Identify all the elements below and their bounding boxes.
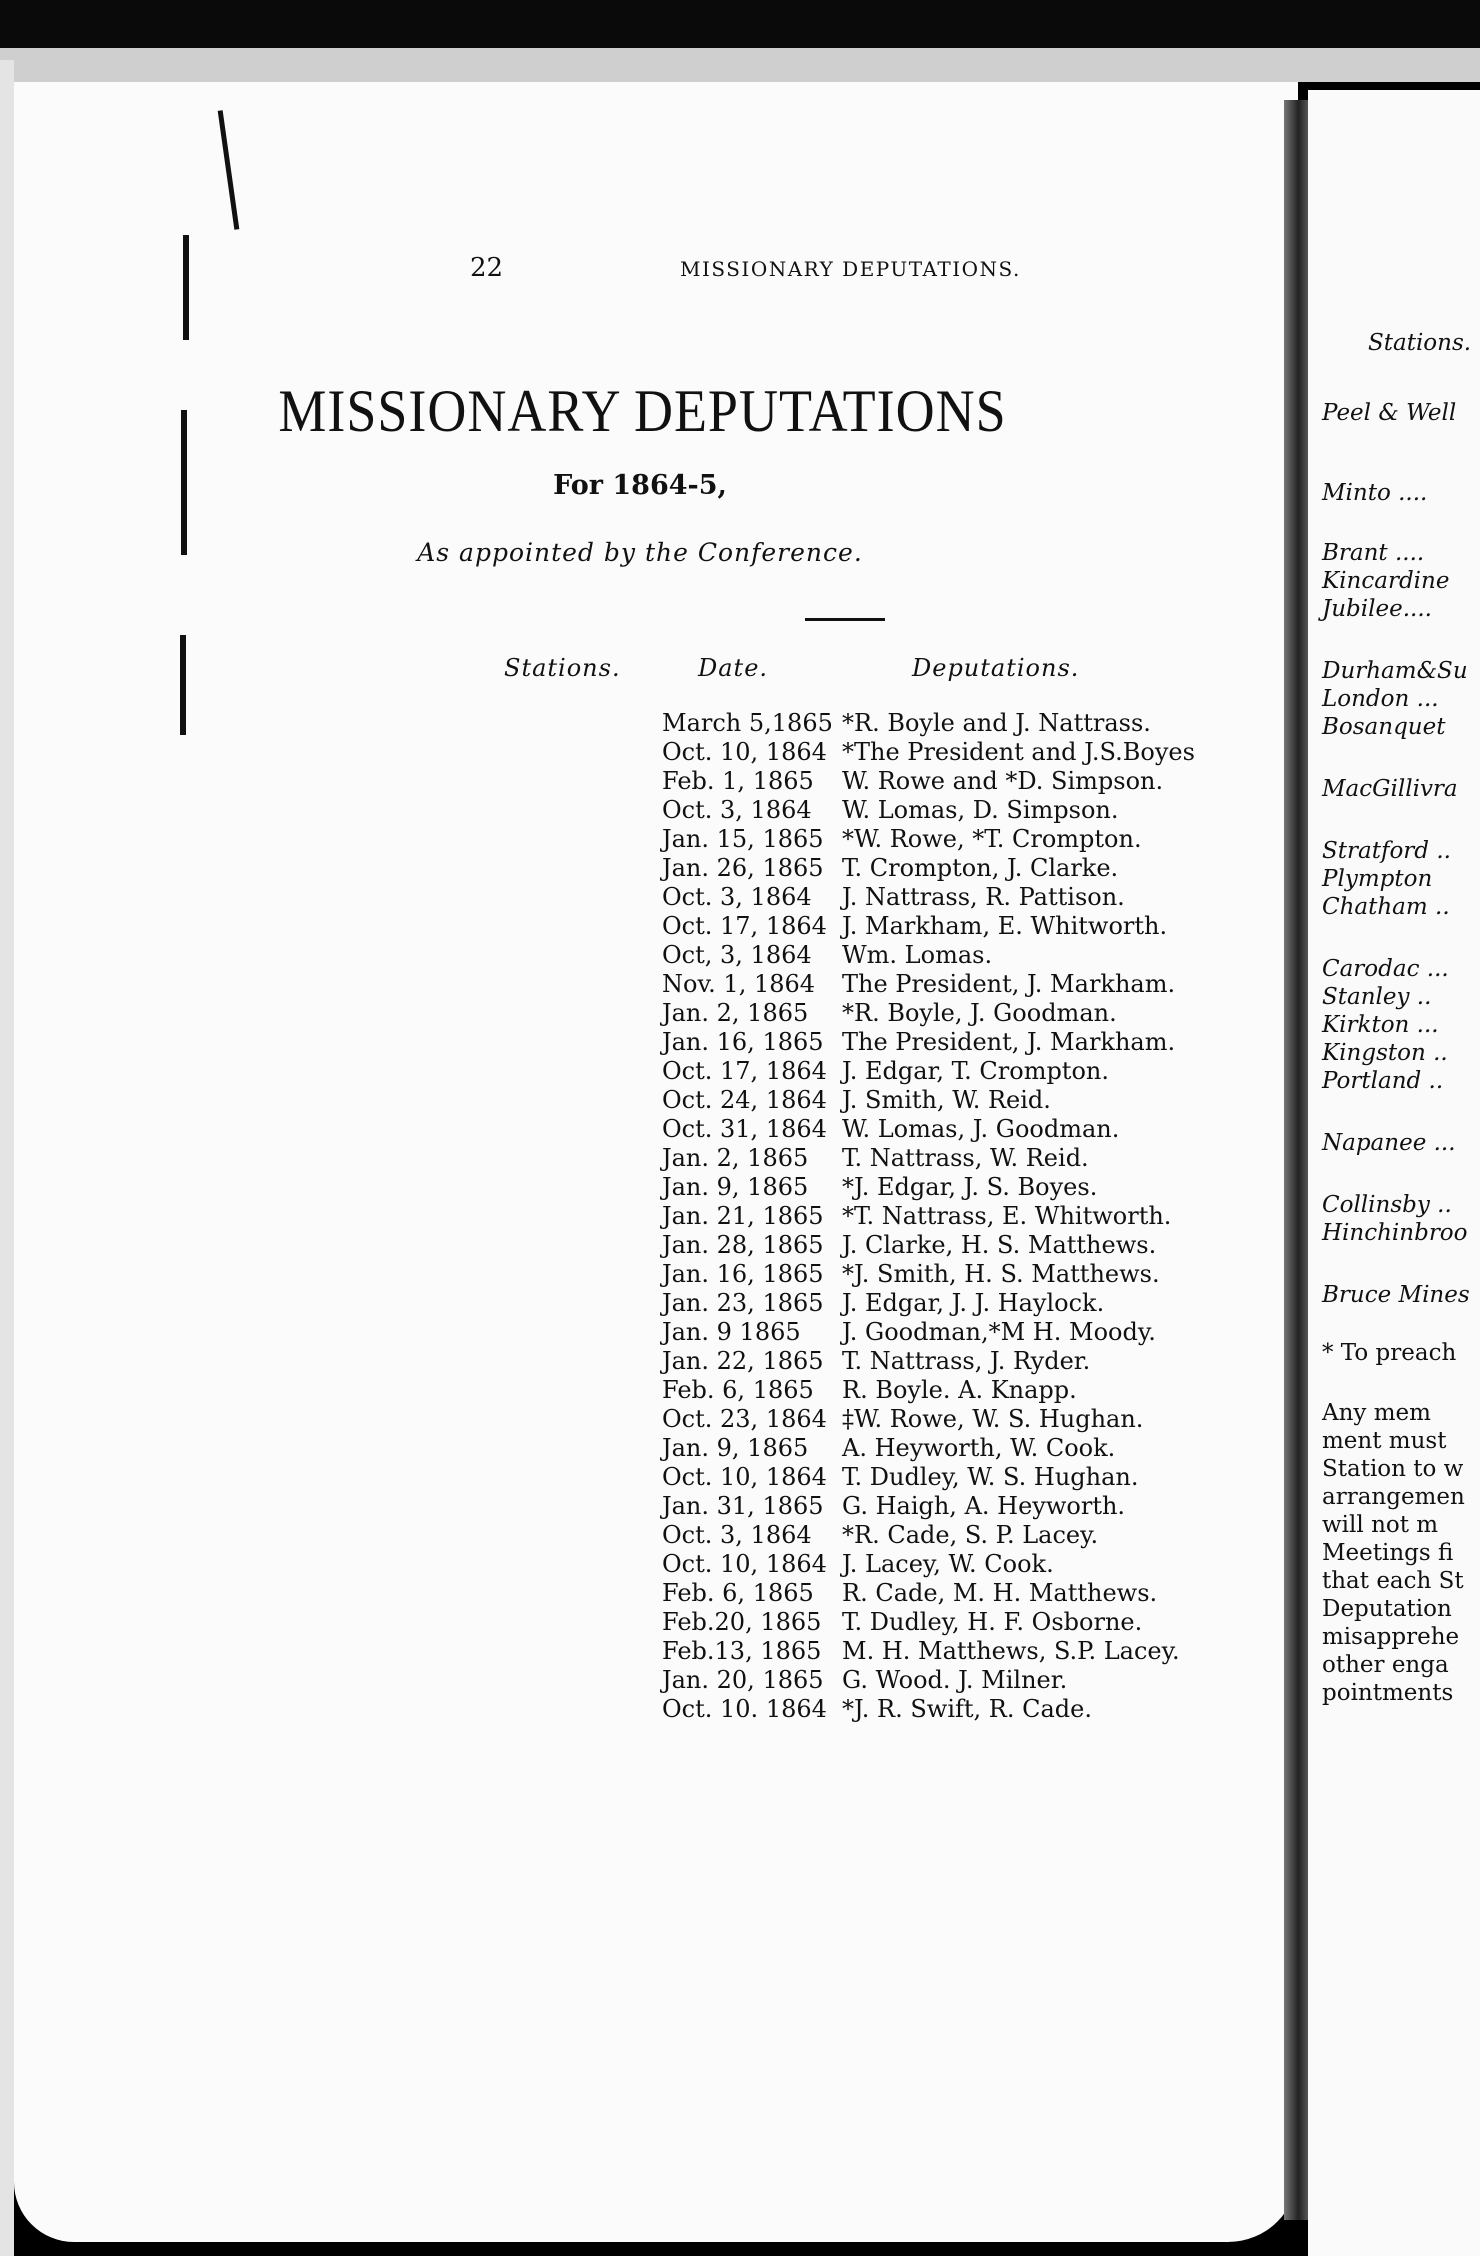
date-cell: Feb. 6, 1865 [662, 1579, 814, 1607]
right-station-name: MacGillivra [1322, 776, 1458, 802]
right-station-name: Carodac ... [1322, 956, 1449, 982]
table-row [462, 1318, 1262, 1347]
right-station-name: Plympton [1322, 866, 1433, 892]
date-cell: Nov. 1, 1864 [662, 970, 816, 998]
right-paragraph-line: Meetings fi [1322, 1540, 1454, 1566]
date-cell: Jan. 2, 1865 [662, 1144, 809, 1172]
table-row [462, 1289, 1262, 1318]
date-cell: Jan. 16, 1865 [662, 1028, 824, 1056]
date-cell: Feb.20, 1865 [662, 1608, 822, 1636]
page-title: MISSIONARY DEPUTATIONS [278, 377, 1007, 445]
date-cell: Oct. 3, 1864 [662, 796, 812, 824]
deputations-cell: *R. Boyle, J. Goodman. [842, 999, 1117, 1027]
deputations-cell: T. Dudley, H. F. Osborne. [842, 1608, 1143, 1636]
right-station-name: London ... [1322, 686, 1439, 712]
table-row [462, 912, 1262, 941]
deputations-cell: J. Clarke, H. S. Matthews. [842, 1231, 1157, 1259]
deputations-cell: The President, J. Markham. [842, 1028, 1176, 1056]
table-row [462, 999, 1262, 1028]
right-station-name: Kirkton ... [1322, 1012, 1439, 1038]
binding-mark [180, 635, 186, 735]
table-row [462, 941, 1262, 970]
subheading: As appointed by the Conference. [417, 538, 863, 567]
table-row [462, 767, 1262, 796]
deputations-cell: T. Crompton, J. Clarke. [842, 854, 1119, 882]
binding-mark [183, 235, 189, 340]
date-cell: Jan. 9, 1865 [662, 1434, 809, 1462]
deputations-cell: *R. Boyle and J. Nattrass. [842, 709, 1151, 737]
deputations-cell: W. Lomas, D. Simpson. [842, 796, 1119, 824]
right-station-name: Kingston .. [1322, 1040, 1448, 1066]
right-page-heading: Stations. [1368, 330, 1472, 356]
deputations-cell: *J. R. Swift, R. Cade. [842, 1695, 1092, 1723]
date-cell: Oct. 24, 1864 [662, 1086, 827, 1114]
table-row [462, 1260, 1262, 1289]
right-paragraph-line: pointments [1322, 1680, 1454, 1706]
deputations-cell: A. Heyworth, W. Cook. [842, 1434, 1116, 1462]
deputations-cell: ‡W. Rowe, W. S. Hughan. [842, 1405, 1144, 1433]
right-station-name: Durham&Su [1322, 658, 1468, 684]
date-cell: Oct. 17, 1864 [662, 912, 827, 940]
date-cell: Oct. 10, 1864 [662, 1463, 827, 1491]
right-station-name: Hinchinbroo [1322, 1220, 1468, 1246]
deputations-cell: W. Rowe and *D. Simpson. [842, 767, 1164, 795]
deputations-cell: *T. Nattrass, E. Whitworth. [842, 1202, 1172, 1230]
right-station-name: Stanley .. [1322, 984, 1432, 1010]
date-cell: Oct. 17, 1864 [662, 1057, 827, 1085]
date-cell: Jan. 9, 1865 [662, 1173, 809, 1201]
date-cell: Jan. 9 1865 [662, 1318, 801, 1346]
deputations-cell: T. Nattrass, J. Ryder. [842, 1347, 1091, 1375]
date-cell: Oct. 3, 1864 [662, 883, 812, 911]
date-cell: Jan. 16, 1865 [662, 1260, 824, 1288]
table-row [462, 1115, 1262, 1144]
right-footnote: * To preach [1322, 1340, 1457, 1366]
right-station-name: Bruce Mines [1322, 1282, 1470, 1308]
table-row [462, 1144, 1262, 1173]
table-row [462, 709, 1262, 738]
right-station-name: Napanee ... [1322, 1130, 1456, 1156]
table-row [462, 1463, 1262, 1492]
column-header-stations: Stations. [504, 654, 621, 682]
table-row [462, 1608, 1262, 1637]
date-cell: Jan. 22, 1865 [662, 1347, 824, 1375]
right-paragraph-line: Station to w [1322, 1456, 1464, 1482]
date-cell: Oct. 10. 1864 [662, 1695, 827, 1723]
table-row [462, 738, 1262, 767]
table-row [462, 1376, 1262, 1405]
right-paragraph-line: Deputation [1322, 1596, 1452, 1622]
deputations-cell: T. Dudley, W. S. Hughan. [842, 1463, 1139, 1491]
table-row [462, 1550, 1262, 1579]
right-station-name: Kincardine [1322, 568, 1450, 594]
right-paragraph-line: misapprehe [1322, 1624, 1460, 1650]
deputations-cell: J. Edgar, T. Crompton. [842, 1057, 1109, 1085]
right-paragraph-line: that each St [1322, 1568, 1464, 1594]
deputations-cell: *R. Cade, S. P. Lacey. [842, 1521, 1099, 1549]
date-cell: Oct. 23, 1864 [662, 1405, 827, 1433]
date-cell: Oct. 3, 1864 [662, 1521, 812, 1549]
right-paragraph-line: other enga [1322, 1652, 1449, 1678]
date-cell: Feb. 6, 1865 [662, 1376, 814, 1404]
date-cell: Jan. 15, 1865 [662, 825, 824, 853]
right-paragraph-line: Any mem [1322, 1400, 1431, 1426]
deputations-cell: G. Wood. J. Milner. [842, 1666, 1068, 1694]
table-row [462, 796, 1262, 825]
date-cell: Feb.13, 1865 [662, 1637, 822, 1665]
table-row [462, 1695, 1262, 1724]
deputations-cell: G. Haigh, A. Heyworth. [842, 1492, 1126, 1520]
deputations-cell: *The President and J.S.Boyes [842, 738, 1195, 766]
table-row [462, 970, 1262, 999]
right-station-name: Portland .. [1322, 1068, 1444, 1094]
subtitle: For 1864-5, [553, 470, 727, 501]
right-station-name: Minto .... [1322, 480, 1428, 506]
table-row [462, 1086, 1262, 1115]
table-row [462, 1173, 1262, 1202]
deputations-cell: J. Edgar, J. J. Haylock. [842, 1289, 1105, 1317]
deputations-cell: J. Smith, W. Reid. [842, 1086, 1051, 1114]
deputations-cell: T. Nattrass, W. Reid. [842, 1144, 1089, 1172]
date-cell: March 5,1865 [662, 709, 833, 737]
table-row [462, 1405, 1262, 1434]
right-station-name: Brant .... [1322, 540, 1425, 566]
table-row [462, 1057, 1262, 1086]
table-row [462, 825, 1262, 854]
running-head: MISSIONARY DEPUTATIONS. [680, 257, 1021, 281]
table-row [462, 1347, 1262, 1376]
date-cell: Feb. 1, 1865 [662, 767, 814, 795]
date-cell: Jan. 2, 1865 [662, 999, 809, 1027]
right-station-name: Collinsby .. [1322, 1192, 1452, 1218]
page-number: 22 [470, 253, 504, 283]
table-row [462, 1521, 1262, 1550]
date-cell: Oct, 3, 1864 [662, 941, 812, 969]
right-station-name: Peel & Well [1322, 400, 1457, 426]
deputations-cell: *W. Rowe, *T. Crompton. [842, 825, 1142, 853]
divider-rule [805, 618, 885, 621]
table-row [462, 1202, 1262, 1231]
right-station-name: Stratford .. [1322, 838, 1451, 864]
deputations-cell: J. Markham, E. Whitworth. [842, 912, 1168, 940]
right-station-name: Bosanquet [1322, 714, 1446, 740]
deputations-cell: The President, J. Markham. [842, 970, 1176, 998]
deputations-cell: J. Nattrass, R. Pattison. [842, 883, 1125, 911]
deputations-cell: J. Goodman,*M H. Moody. [842, 1318, 1156, 1346]
column-header-deputations: Deputations. [912, 654, 1080, 682]
right-station-name: Chatham .. [1322, 894, 1450, 920]
date-cell: Jan. 31, 1865 [662, 1492, 824, 1520]
date-cell: Oct. 10, 1864 [662, 1550, 827, 1578]
date-cell: Jan. 21, 1865 [662, 1202, 824, 1230]
table-row [462, 883, 1262, 912]
table-row [462, 1666, 1262, 1695]
deputations-cell: *J. Edgar, J. S. Boyes. [842, 1173, 1098, 1201]
right-page-partial [1308, 90, 1480, 2256]
deputations-cell: W. Lomas, J. Goodman. [842, 1115, 1120, 1143]
deputations-table [462, 709, 1262, 1724]
deputations-cell: *J. Smith, H. S. Matthews. [842, 1260, 1160, 1288]
right-paragraph-line: arrangemen [1322, 1484, 1465, 1510]
date-cell: Oct. 10, 1864 [662, 738, 827, 766]
right-paragraph-line: ment must [1322, 1428, 1447, 1454]
deputations-cell: R. Boyle. A. Knapp. [842, 1376, 1077, 1404]
date-cell: Jan. 23, 1865 [662, 1289, 824, 1317]
column-header-date: Date. [698, 654, 769, 682]
table-row [462, 1637, 1262, 1666]
deputations-cell: Wm. Lomas. [842, 941, 993, 969]
table-row [462, 1579, 1262, 1608]
deputations-cell: M. H. Matthews, S.P. Lacey. [842, 1637, 1180, 1665]
table-row [462, 854, 1262, 883]
table-row [462, 1492, 1262, 1521]
right-paragraph-line: will not m [1322, 1512, 1439, 1538]
table-row [462, 1028, 1262, 1057]
date-cell: Oct. 31, 1864 [662, 1115, 827, 1143]
right-station-name: Jubilee.... [1322, 596, 1432, 622]
table-row [462, 1434, 1262, 1463]
date-cell: Jan. 26, 1865 [662, 854, 824, 882]
deputations-cell: J. Lacey, W. Cook. [842, 1550, 1054, 1578]
book-top-edge [0, 48, 1480, 82]
deputations-cell: R. Cade, M. H. Matthews. [842, 1579, 1158, 1607]
table-row [462, 1231, 1262, 1260]
date-cell: Jan. 20, 1865 [662, 1666, 824, 1694]
date-cell: Jan. 28, 1865 [662, 1231, 824, 1259]
